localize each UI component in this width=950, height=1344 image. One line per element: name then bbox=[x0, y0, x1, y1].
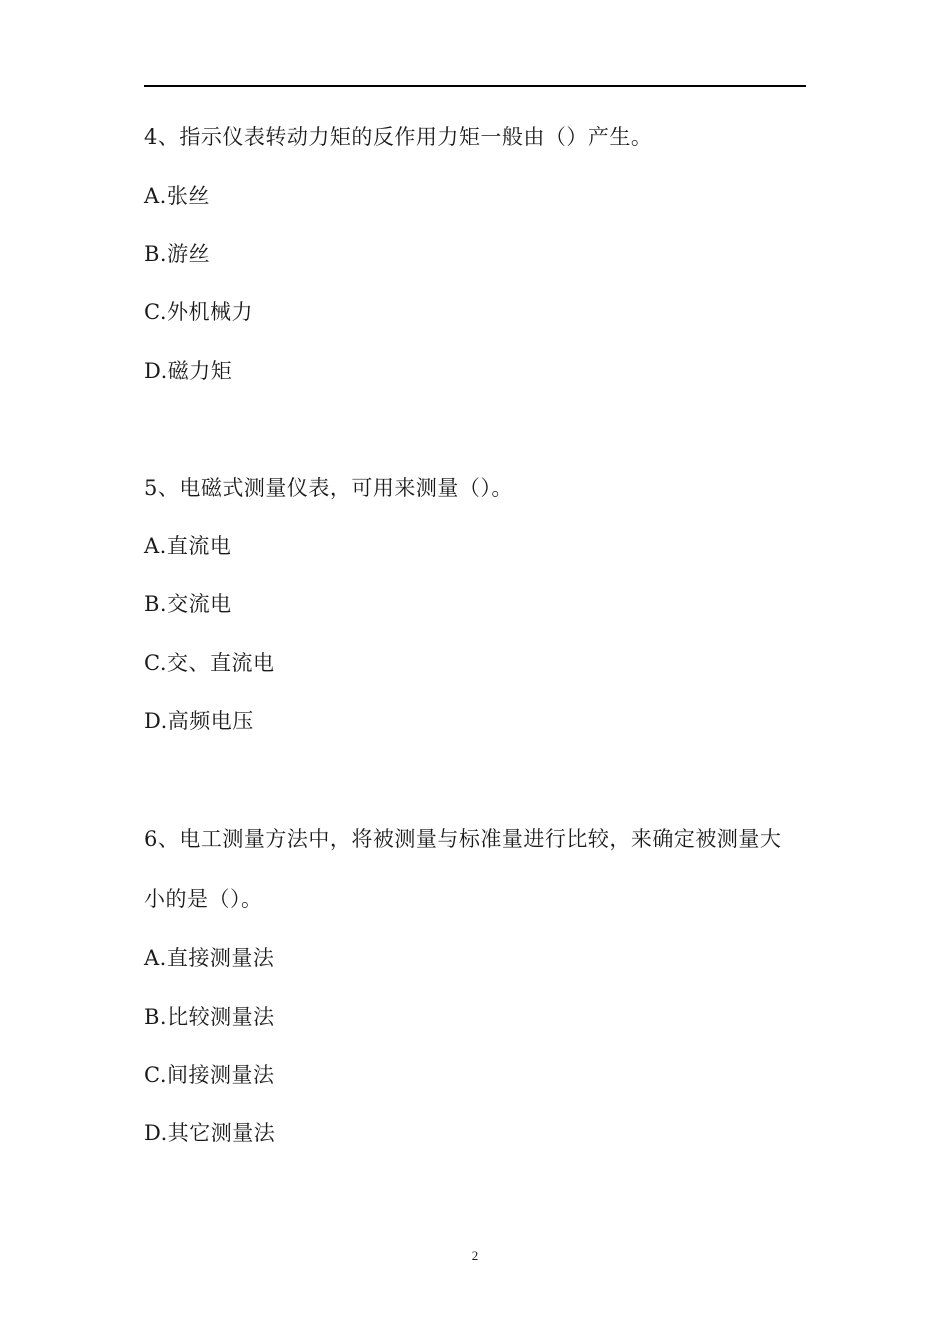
header-rule bbox=[144, 85, 806, 87]
question-option: C.交、直流电 bbox=[144, 651, 275, 675]
question-stem-continued: 小的是（）。 bbox=[144, 887, 263, 911]
question-option: D.高频电压 bbox=[144, 709, 254, 733]
question-stem: 5、电磁式测量仪表，可用来测量（）。 bbox=[144, 476, 513, 500]
question-option: B.交流电 bbox=[144, 592, 232, 616]
question-stem: 4、指示仪表转动力矩的反作用力矩一般由（）产生。 bbox=[144, 125, 653, 149]
question-option: A.张丝 bbox=[144, 184, 210, 208]
question-option: B.比较测量法 bbox=[144, 1005, 275, 1029]
question-option: A.直接测量法 bbox=[144, 946, 275, 970]
page-number: 2 bbox=[471, 1248, 479, 1263]
question-option: C.外机械力 bbox=[144, 300, 253, 324]
question-option: D.磁力矩 bbox=[144, 359, 233, 383]
question-option: D.其它测量法 bbox=[144, 1121, 276, 1145]
question-stem: 6、电工测量方法中，将被测量与标准量进行比较，来确定被测量大 bbox=[144, 827, 782, 851]
question-option: A.直流电 bbox=[144, 534, 232, 558]
question-option: C.间接测量法 bbox=[144, 1063, 275, 1087]
question-option: B.游丝 bbox=[144, 242, 211, 266]
